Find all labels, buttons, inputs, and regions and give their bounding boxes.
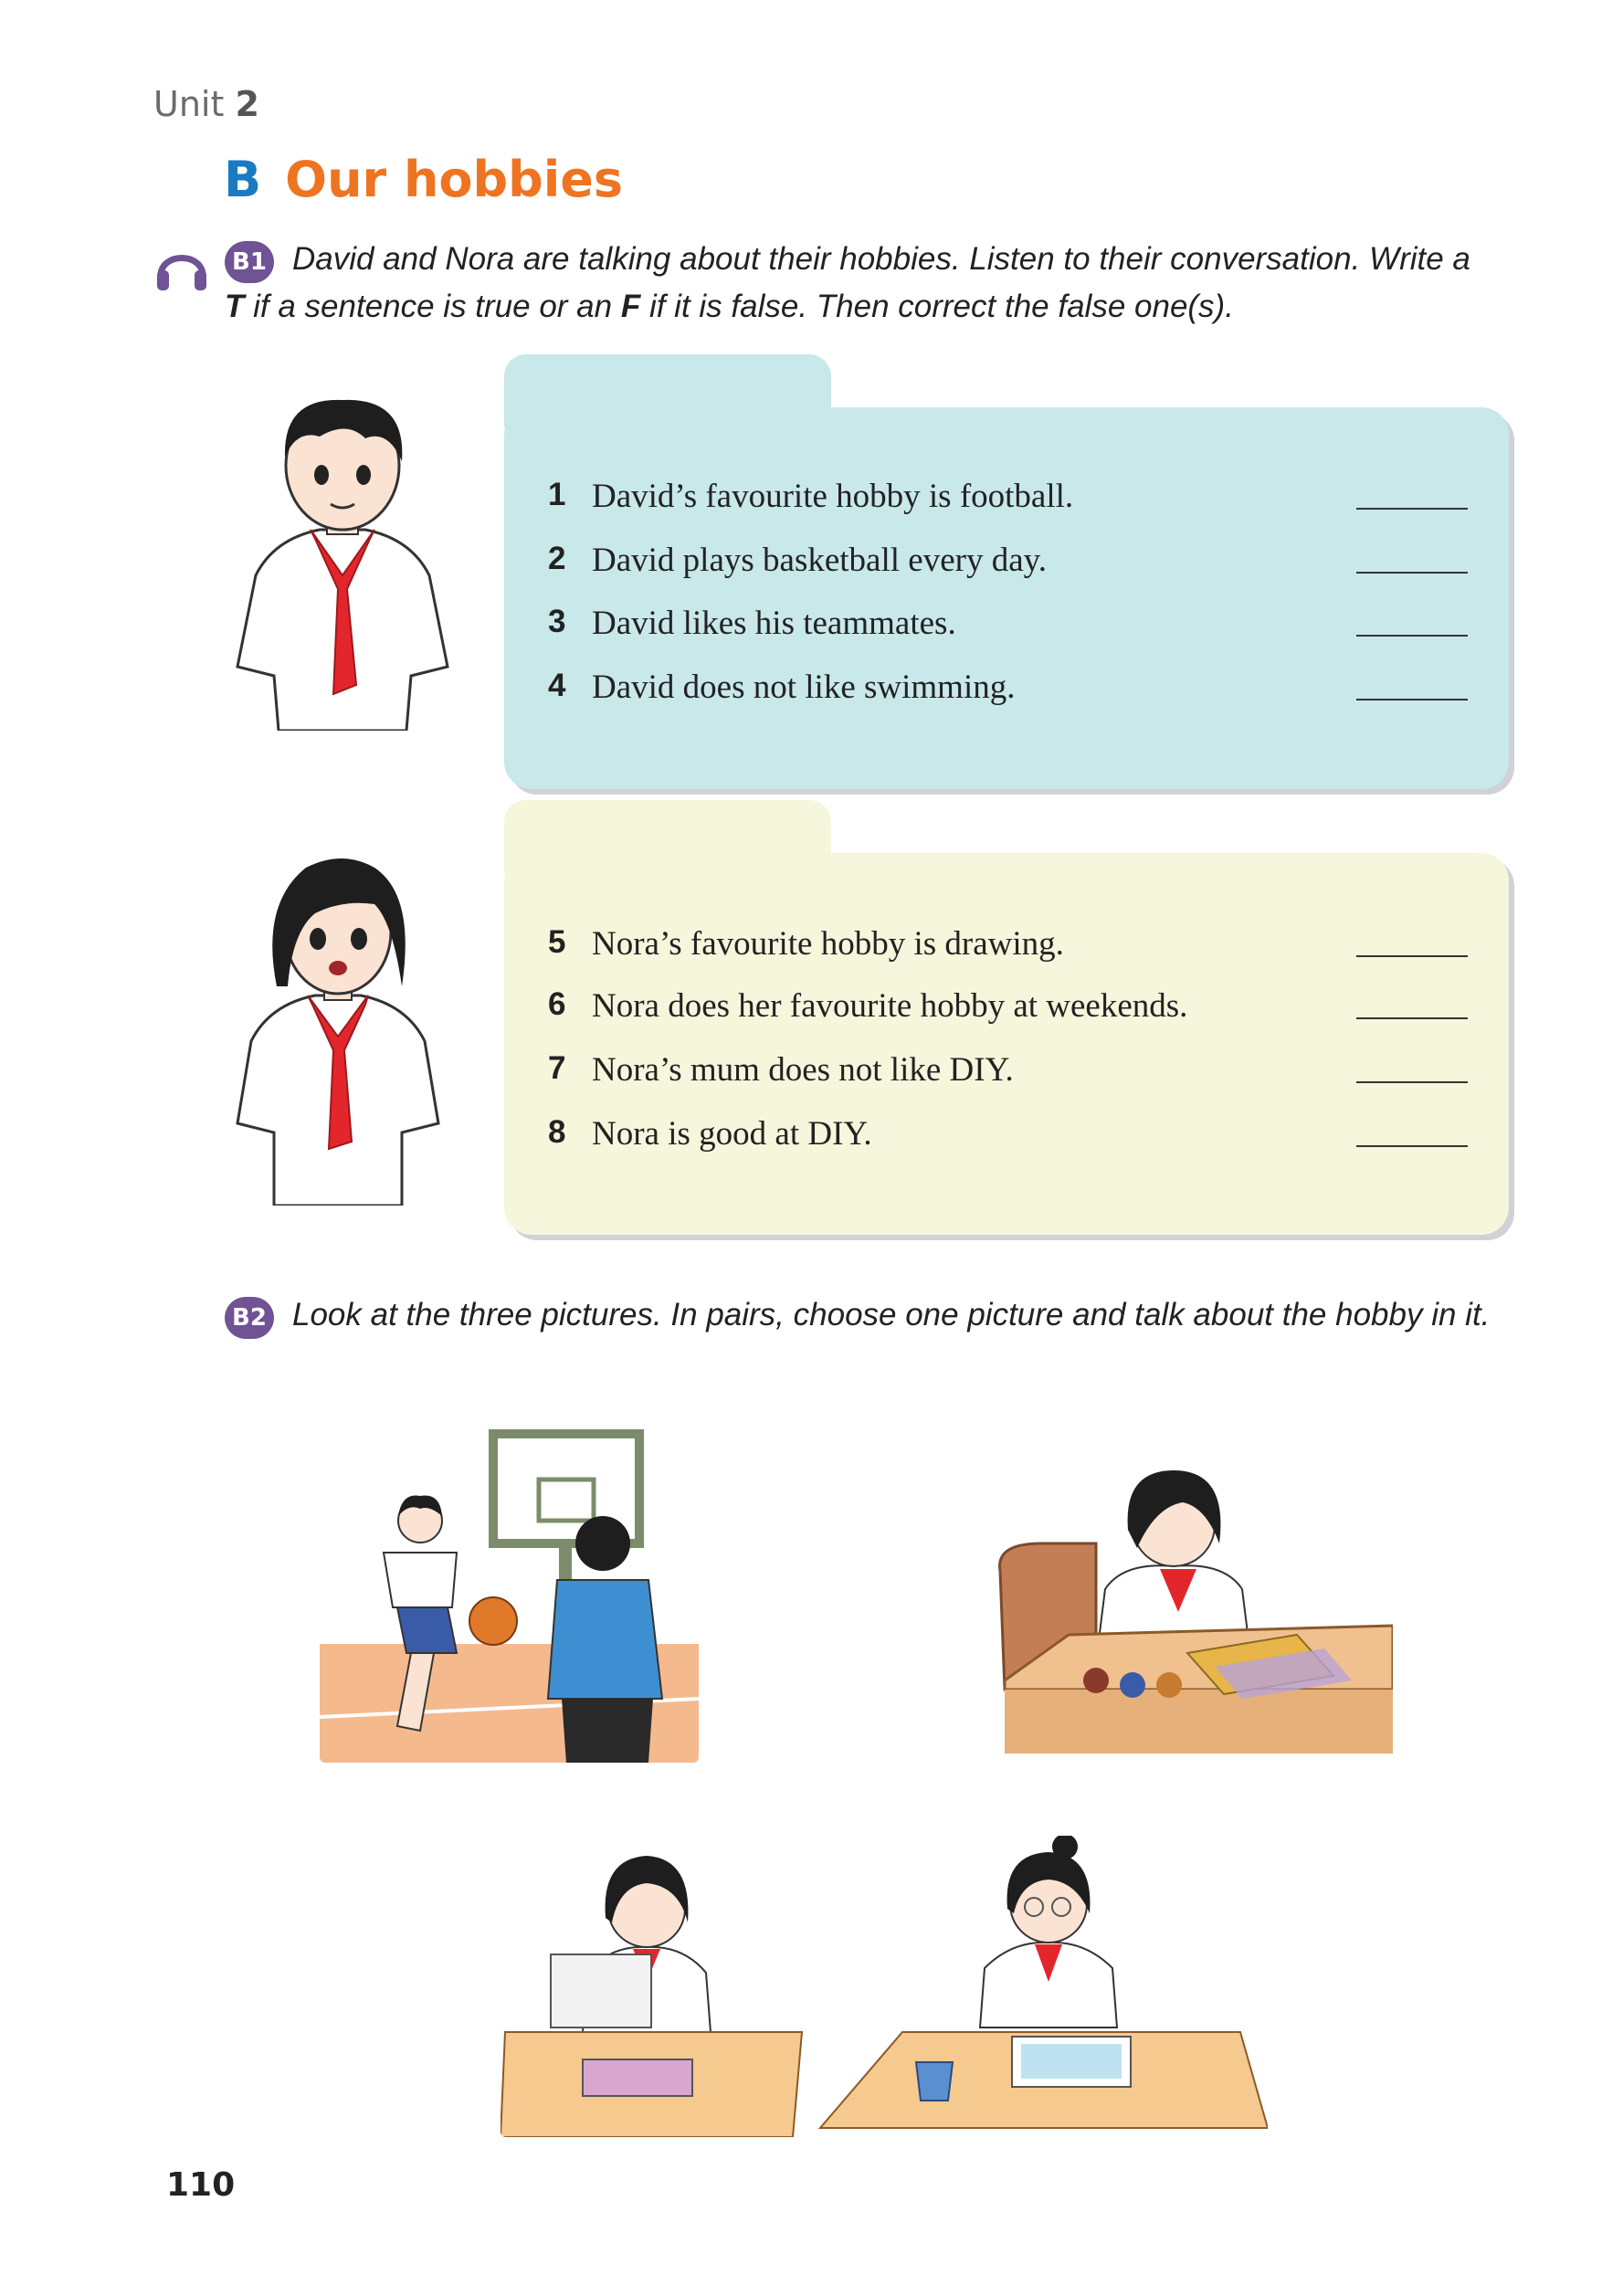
question-text: Nora does her favourite hobby at weekends. bbox=[592, 987, 1188, 1025]
headphones-icon[interactable] bbox=[153, 239, 210, 294]
answer-blank[interactable] bbox=[1356, 1145, 1468, 1147]
answer-blank[interactable] bbox=[1356, 635, 1468, 637]
question-row bbox=[548, 1050, 1470, 1105]
question-text: David plays basketball every day. bbox=[592, 542, 1047, 579]
unit-number: 2 bbox=[235, 84, 259, 124]
question-row bbox=[548, 924, 1470, 979]
david-questions-panel bbox=[504, 407, 1509, 789]
question-row bbox=[548, 1114, 1470, 1169]
unit-word: Unit bbox=[153, 84, 225, 124]
b1-instruction-part2: if a sentence is true or an bbox=[244, 289, 621, 324]
question-text: David likes his teammates. bbox=[592, 605, 956, 642]
b1-instruction-line2 bbox=[225, 283, 1503, 331]
question-number: 3 bbox=[548, 604, 566, 639]
drawing-painting-picture bbox=[501, 1836, 1268, 2137]
david-illustration bbox=[219, 393, 466, 731]
answer-blank[interactable] bbox=[1356, 508, 1468, 510]
question-text: Nora is good at DIY. bbox=[592, 1115, 872, 1153]
nora-questions-panel bbox=[504, 853, 1509, 1235]
question-text: Nora’s favourite hobby is drawing. bbox=[592, 925, 1064, 963]
section-letter: B bbox=[224, 151, 262, 208]
answer-blank[interactable] bbox=[1356, 1081, 1468, 1083]
question-text: Nora’s mum does not like DIY. bbox=[592, 1051, 1014, 1089]
answer-blank[interactable] bbox=[1356, 699, 1468, 700]
question-row bbox=[548, 668, 1470, 722]
page-number: 110 bbox=[166, 2166, 236, 2204]
question-number: 1 bbox=[548, 477, 566, 512]
basketball-picture bbox=[320, 1425, 699, 1763]
question-row bbox=[548, 986, 1470, 1041]
true-letter: T bbox=[225, 289, 245, 324]
b2-instruction: Look at the three pictures. In pairs, choose one picture and talk about the hobby in it. bbox=[292, 1297, 1491, 1332]
question-text: David does not like swimming. bbox=[592, 669, 1016, 706]
question-number: 4 bbox=[548, 668, 566, 703]
false-letter: F bbox=[620, 289, 641, 324]
question-number: 2 bbox=[548, 541, 566, 576]
unit-label bbox=[153, 84, 259, 124]
question-row bbox=[548, 477, 1470, 532]
question-row bbox=[548, 604, 1470, 658]
question-text: David’s favourite hobby is football. bbox=[592, 478, 1074, 515]
b1-instruction-part1: David and Nora are talking about their hobbies. Listen to their conversation. Write a bbox=[292, 241, 1470, 277]
b2-badge: B2 bbox=[225, 1297, 274, 1339]
answer-blank[interactable] bbox=[1356, 955, 1468, 957]
question-number: 5 bbox=[548, 924, 566, 960]
question-number: 7 bbox=[548, 1050, 566, 1086]
question-number: 6 bbox=[548, 986, 566, 1022]
b1-instruction-line1 bbox=[292, 236, 1507, 283]
diy-picture bbox=[986, 1452, 1393, 1767]
section-title bbox=[224, 151, 623, 208]
b1-instruction-part3: if it is false. Then correct the false one(s). bbox=[640, 289, 1234, 324]
nora-illustration bbox=[224, 849, 452, 1206]
section-name: Our hobbies bbox=[285, 151, 624, 208]
answer-blank[interactable] bbox=[1356, 1017, 1468, 1019]
answer-blank[interactable] bbox=[1356, 572, 1468, 574]
b1-badge: B1 bbox=[225, 241, 274, 283]
question-row bbox=[548, 541, 1470, 595]
question-number: 8 bbox=[548, 1114, 566, 1150]
